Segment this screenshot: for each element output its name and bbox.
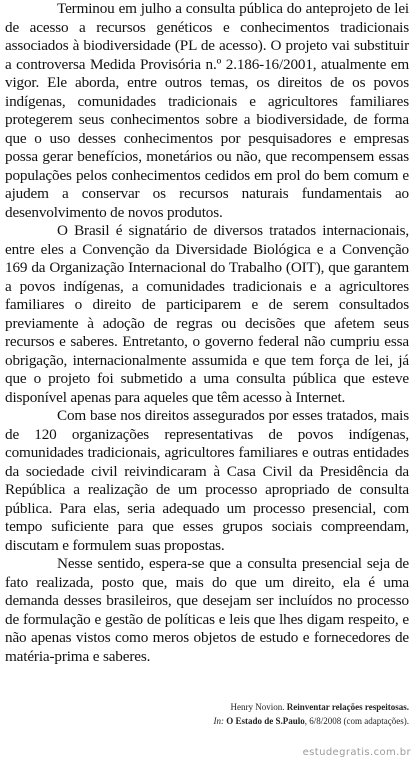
source-citation	[49, 700, 409, 728]
citation-line-1	[49, 700, 409, 714]
citation-author: Henry Novion.	[230, 702, 285, 712]
article-body	[5, 0, 409, 666]
paragraph-4: Nesse sentido, espera-se que a consulta presencial seja de fato realizada, posto que, mais do que um direito, ela é uma demanda desses brasileiros, que desejam ser incluídos no processo de formulação e gestão de políticas e leis que lhes digam respeito, e não apenas vistos como meros objetos de estudo e fornecedores de matéria-prima e saberes.	[5, 555, 409, 665]
watermark: estudegratis.com.br	[302, 747, 411, 758]
citation-details: , 6/8/2008 (com adaptações).	[304, 716, 409, 726]
paragraph-1: Terminou em julho a consulta pública do anteprojeto de lei de acesso a recursos genéticos e conhecimentos tradicionais associados à biodiversidade (PL de acesso). O projeto vai substituir a controversa Medida Provisória n.º 2.186-16/2001, atualmente em vigor. Ele aborda, entre outros temas, os direitos de os povos indígenas, comunidades tradicionais e agricultores familiares protegerem seus conhecimentos sobre a biodiversidade, de forma que o uso desses conhecimentos por pesquisadores e empresas possa gerar benefícios, monetários ou não, que recompensem essas populações pelos conhecimentos cedidos em prol do bem comum e ajudem a conservar os recursos naturais fundamentais ao desenvolvimento de novos produtos.	[5, 0, 409, 221]
citation-title: Reinventar relações respeitosas.	[286, 702, 409, 712]
paragraph-3: Com base nos direitos assegurados por esses tratados, mais de 120 organizações representativas de povos indígenas, comunidades tradicionais, agricultores familiares e outras entidades da sociedade civil reivindicaram à Casa Civil da Presidência da República a realização de um processo apropriado de consulta pública. Para elas, seria adequado um processo presencial, com tempo suficiente para que esses grupos sociais compreendam, discutam e formulem suas propostas.	[5, 407, 409, 554]
citation-in-label: In:	[213, 716, 224, 726]
citation-line-2	[49, 714, 409, 728]
citation-source: O Estado de S.Paulo	[226, 716, 305, 726]
paragraph-2: O Brasil é signatário de diversos tratados internacionais, entre eles a Convenção da Diversidade Biológica e a Convenção 169 da Organização Internacional do Trabalho (OIT), que garantem a povos indígenas, a comunidades tradicionais e a agricultores familiares o direito de participarem e de serem consultados previamente à adoção de regras ou decisões que afetem seus recursos e saberes. Entretanto, o governo federal não cumpriu essa obrigação, internacionalmente assumida e que tem força de lei, já que o projeto foi submetido a uma consulta pública que esteve disponível apenas para aqueles que têm acesso à Internet.	[5, 222, 409, 406]
